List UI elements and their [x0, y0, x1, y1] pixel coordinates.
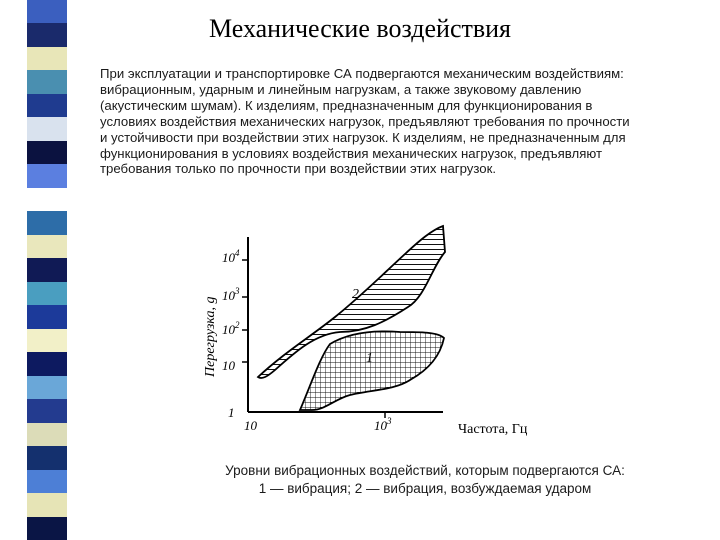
paragraph-line: требования только по прочности при воздействии этих нагрузок.: [100, 161, 497, 177]
figure-svg: [200, 212, 560, 442]
stripe-segment: [27, 446, 67, 470]
slide-title: Механические воздействия: [208, 14, 512, 43]
y-tick-label: $10^4$: [222, 248, 240, 265]
paragraph-line: При эксплуатации и транспортировке СА подвергаются механическим воздействиям:: [100, 66, 624, 81]
stripe-segment: [27, 423, 67, 447]
vibration-levels-figure: [200, 212, 560, 442]
figure-caption: [185, 462, 665, 498]
y-tick-label: $10^2$: [222, 320, 240, 337]
paragraph-line: вибрационным, ударным и линейным нагрузкам, а также звуковому давлению: [100, 81, 582, 97]
stripe-segment: [27, 399, 67, 423]
stripe-segment: [27, 94, 67, 118]
y-tick-label: $10^3$: [222, 286, 240, 303]
stripe-segment: [27, 493, 67, 517]
stripe-segment: [27, 329, 67, 353]
caption-line: Уровни вибрационных воздействий, которым подвергаются СА:: [225, 463, 625, 478]
caption-line: 1 — вибрация; 2 — вибрация, возбуждаемая ударом: [258, 481, 592, 496]
y-tick-label: 10: [222, 358, 235, 373]
paragraph-line: (акустическим шумам). К изделиям, предназначенным для функционирования в: [100, 97, 593, 113]
stripe-segment: [27, 235, 67, 259]
x-tick-label: 10: [244, 418, 257, 433]
stripe-segment: [27, 47, 67, 71]
paragraph-line: функционирования в условиях воздействия механических нагрузок, предъявляют: [100, 145, 602, 161]
region-2-label: 2: [352, 287, 359, 302]
y-tick-label: 1: [228, 405, 235, 420]
stripe-segment: [27, 376, 67, 400]
slide-paragraph: [100, 66, 715, 177]
paragraph-line: условиях воздействия механических нагрузок, предъявляют требования по прочности: [100, 113, 630, 129]
stripe-segment: [27, 164, 67, 188]
x-tick-label: $10^3$: [374, 416, 392, 433]
stripe-segment: [27, 352, 67, 376]
stripe-segment: [27, 258, 67, 282]
region-1-label: 1: [366, 351, 373, 366]
decorative-stripe-bar: [27, 0, 67, 540]
stripe-segment: [27, 211, 67, 235]
stripe-segment: [27, 70, 67, 94]
stripe-segment: [27, 141, 67, 165]
stripe-segment: [27, 517, 67, 540]
region-1-shape: [300, 331, 444, 410]
stripe-segment: [27, 470, 67, 494]
x-axis-label: Частота, Гц: [458, 422, 528, 437]
stripe-segment: [27, 117, 67, 141]
y-axis-label: Перегрузка, g: [203, 296, 218, 377]
stripe-segment: [27, 188, 67, 212]
stripe-segment: [27, 282, 67, 306]
stripe-segment: [27, 305, 67, 329]
paragraph-line: и устойчивости при воздействии этих нагрузок. К изделиям, не предназначенным для: [100, 129, 626, 145]
